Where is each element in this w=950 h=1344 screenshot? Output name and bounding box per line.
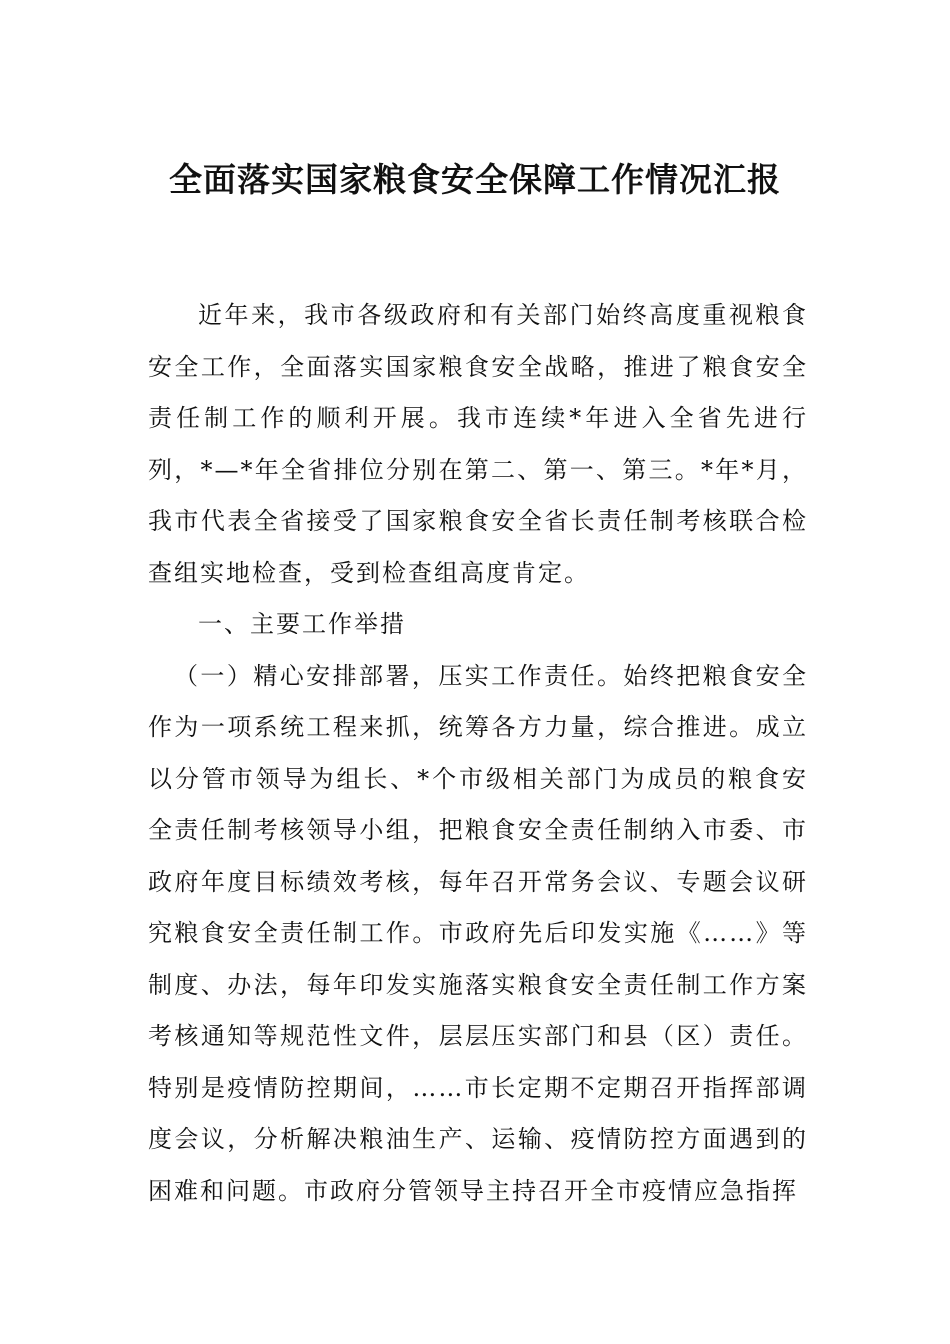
- document-title: 全面落实国家粮食安全保障工作情况汇报: [169, 160, 781, 199]
- intro-paragraph: 近年来，我市各级政府和有关部门始终高度重视粮食安全工作，全面落实国家粮食安全战略，推进了粮食安全责任制工作的顺利开展。我市连续*年进入全省先进行列，*—*年全省排位分别在第二、第一、第三。*年*月，我市代表全省接受了国家粮食安全省长责任制考核联合检查组实地检查，受到检查组高度肯定。: [148, 301, 808, 587]
- subsection-paragraph: （一）精心安排部署，压实工作责任。始终把粮食安全作为一项系统工程来抓，统筹各方力量，综合推进。成立以分管市领导为组长、*个市级相关部门为成员的粮食安全责任制考核领导小组，把粮食安全责任制纳入市委、市政府年度目标绩效考核，每年召开常务会议、专题会议研究粮食安全责任制工作。市政府先后印发实施《……》等制度、办法，每年印发实施落实粮食安全责任制工作方案考核通知等规范性文件，层层压实部门和县（区）责任。特别是疫情防控期间，……市长定期不定期召开指挥部调度会议，分析解决粮油生产、运输、疫情防控方面遇到的困难和问题。市政府分管领导主持召开全市疫情应急指挥: [148, 661, 808, 1205]
- document-body: [148, 290, 808, 1217]
- section-heading: 一、主要工作举措: [198, 610, 406, 638]
